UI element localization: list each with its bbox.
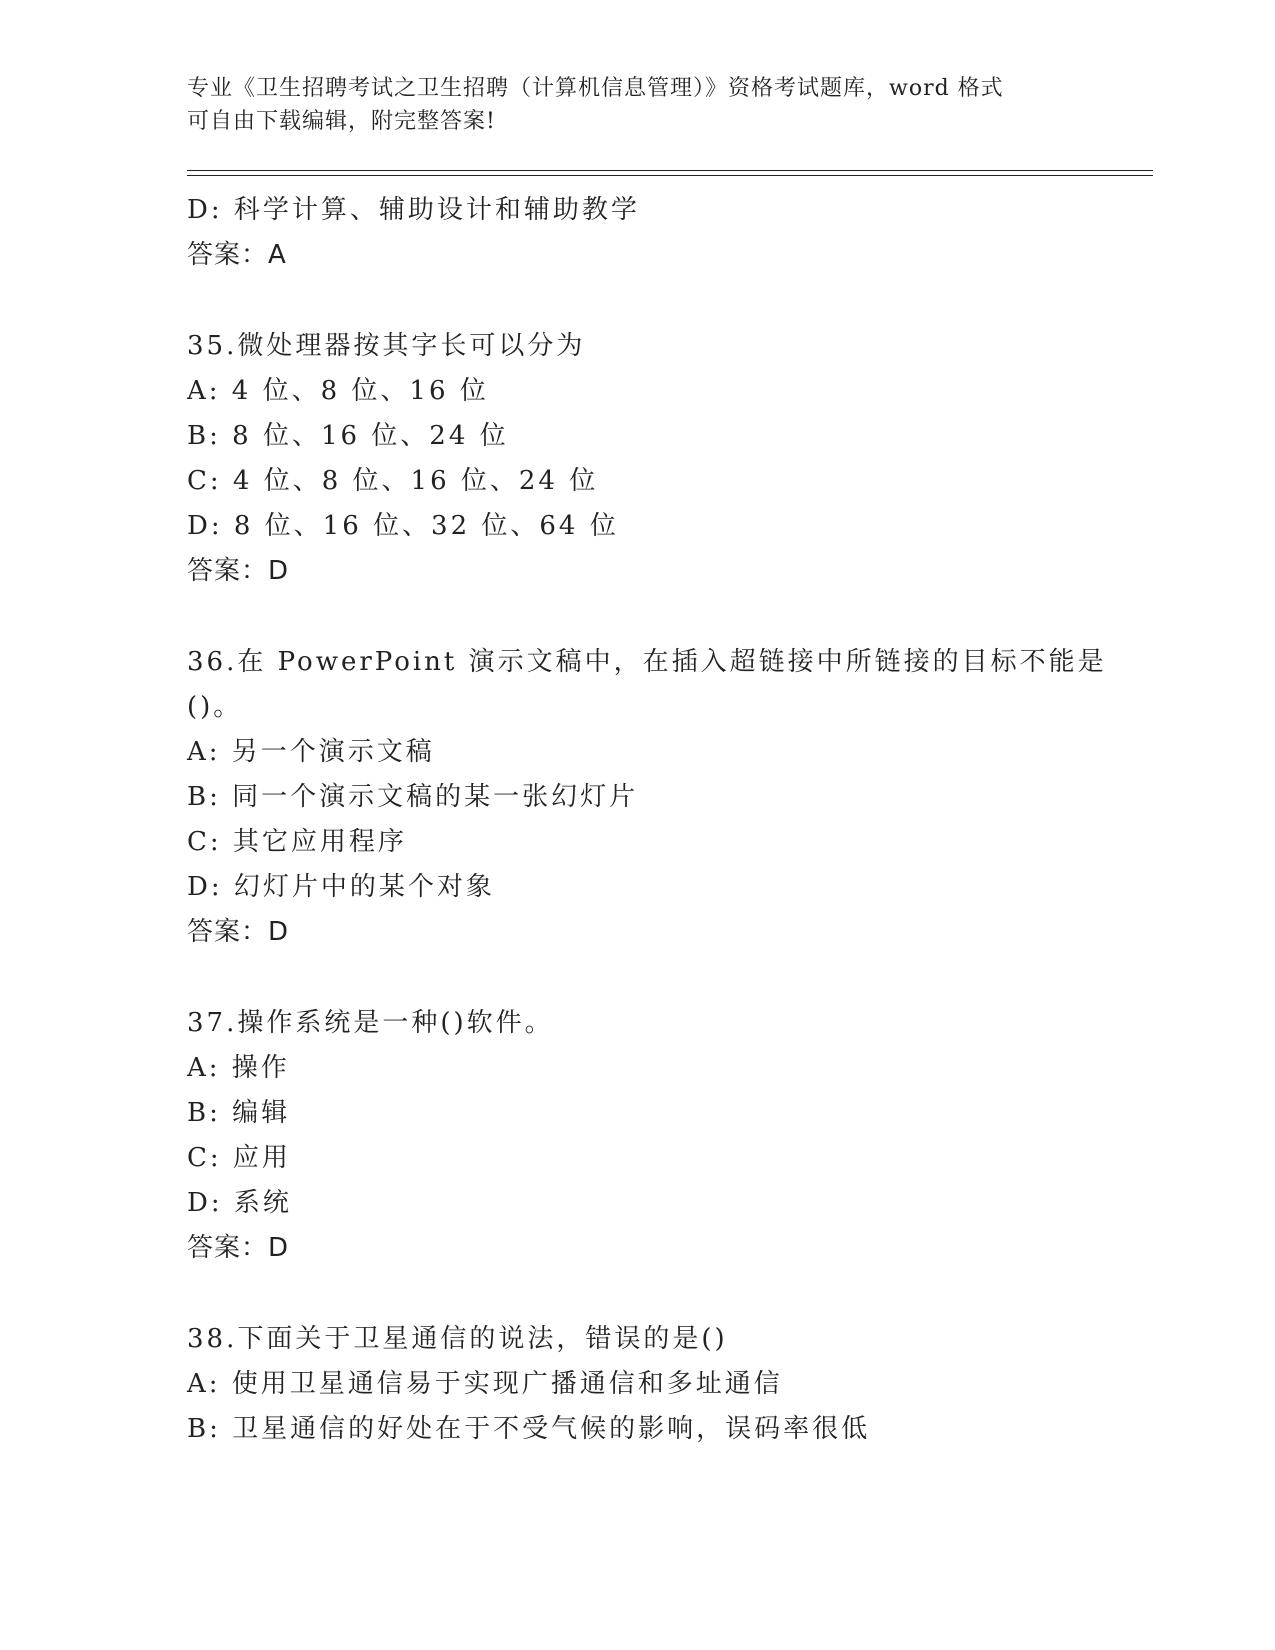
question-text-line-1: 36.在 PowerPoint 演示文稿中，在插入超链接中所链接的目标不能是: [187, 647, 1107, 677]
answer-label: 答案：D: [187, 1233, 290, 1263]
question-text-line-2: ()。: [187, 692, 243, 722]
option-b: B: 8 位、16 位、24 位: [187, 421, 509, 451]
question-text: 35.微处理器按其字长可以分为: [187, 331, 586, 361]
answer-label: 答案：D: [187, 556, 290, 586]
option-c: C: 4 位、8 位、16 位、24 位: [187, 466, 599, 496]
question-block-36: [187, 640, 1107, 955]
question-block-34: [187, 188, 1087, 278]
document-header: [187, 72, 1067, 138]
option-d: D: 8 位、16 位、32 位、64 位: [187, 511, 619, 541]
option-d: D: 幻灯片中的某个对象: [187, 872, 495, 902]
question-block-37: [187, 1001, 1087, 1271]
answer-label: 答案：D: [187, 917, 290, 947]
question-block-35: [187, 324, 1087, 594]
header-divider-top: [187, 170, 1153, 171]
question-text: 37.操作系统是一种()软件。: [187, 1008, 554, 1038]
question-text: 38.下面关于卫星通信的说法，错误的是(): [187, 1324, 728, 1354]
option-a: A: 另一个演示文稿: [187, 737, 435, 767]
option-a: A: 使用卫星通信易于实现广播通信和多址通信: [187, 1369, 783, 1399]
header-line-2: 可自由下载编辑，附完整答案!: [187, 109, 496, 134]
option-b: B: 同一个演示文稿的某一张幻灯片: [187, 782, 639, 812]
option-a: A: 4 位、8 位、16 位: [187, 376, 489, 406]
option-d: D: 科学计算、辅助设计和辅助教学: [187, 195, 640, 225]
option-c: C: 其它应用程序: [187, 827, 407, 857]
question-list: [187, 188, 1107, 1452]
answer-label: 答案：A: [187, 240, 287, 270]
option-b: B: 编辑: [187, 1098, 291, 1128]
question-block-38: [187, 1317, 1087, 1452]
header-divider-bottom: [187, 175, 1153, 176]
option-b: B: 卫星通信的好处在于不受气候的影响，误码率很低: [187, 1414, 871, 1444]
option-a: A: 操作: [187, 1053, 290, 1083]
header-line-1: 专业《卫生招聘考试之卫生招聘（计算机信息管理）》资格考试题库，word 格式: [187, 76, 1004, 101]
option-d: D: 系统: [187, 1188, 292, 1218]
option-c: C: 应用: [187, 1143, 291, 1173]
